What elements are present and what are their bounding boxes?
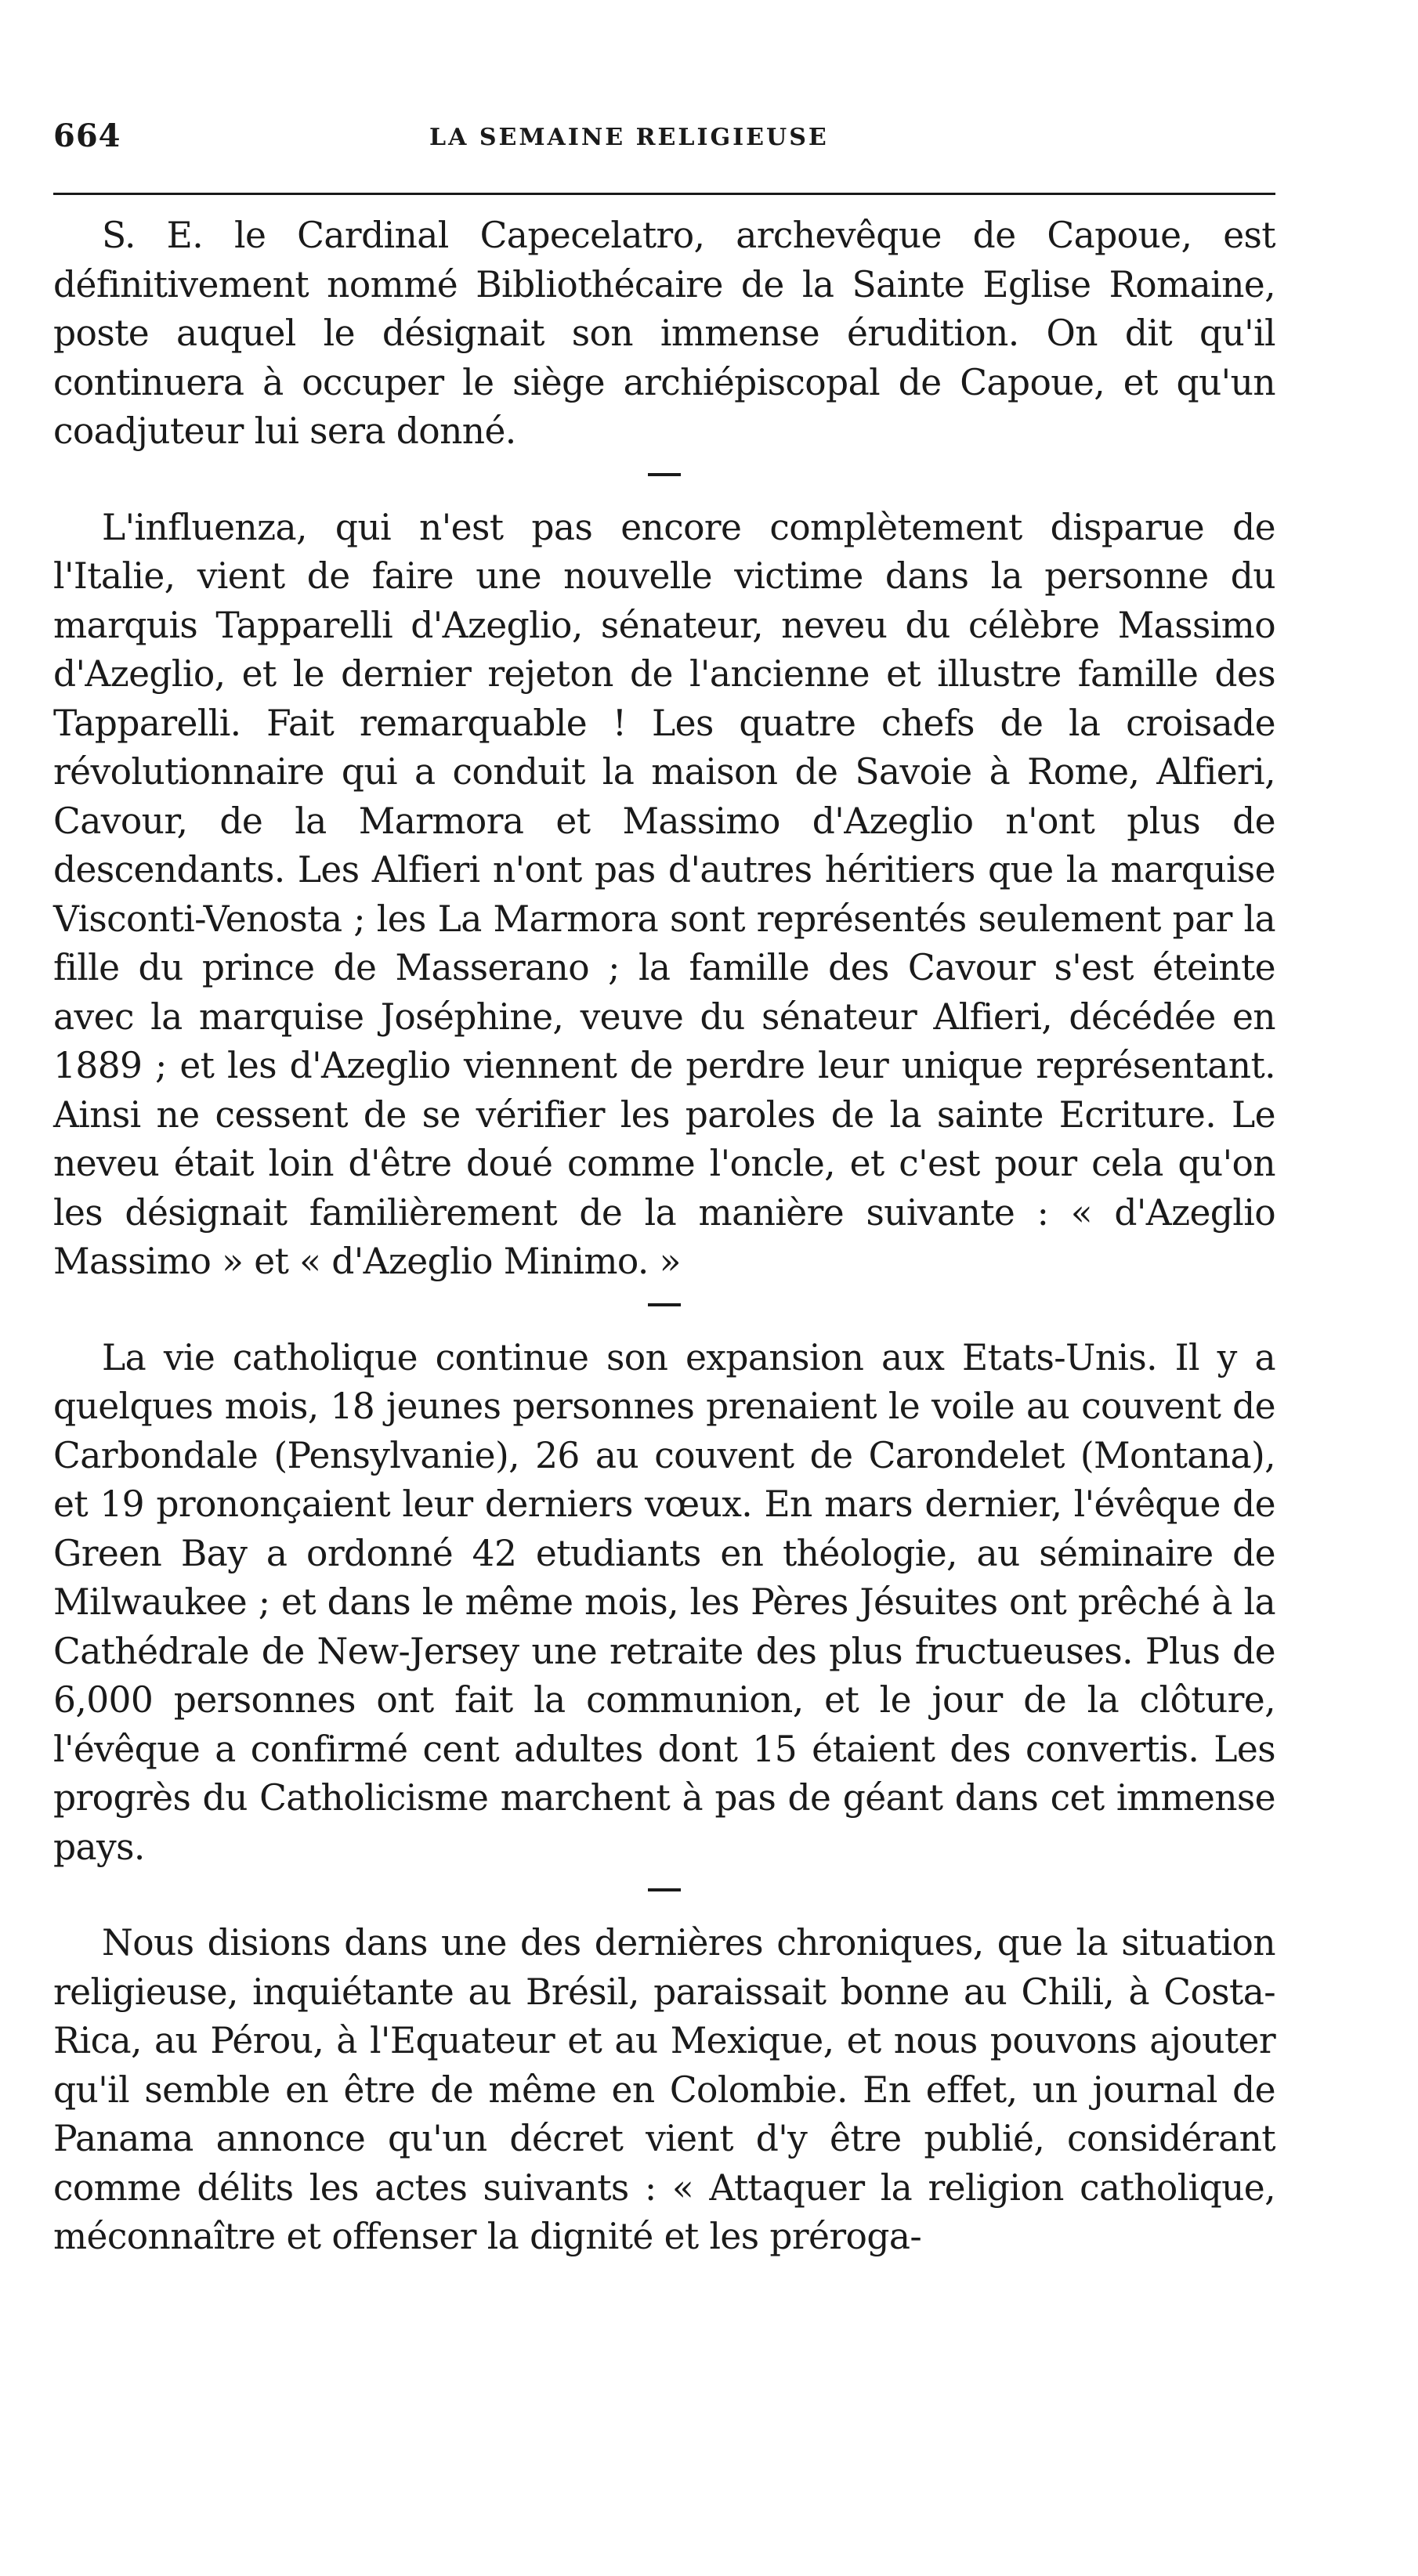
page-number: 664 — [53, 117, 121, 154]
paragraph-latin-america: Nous disions dans une des dernières chroniques, que la situation religieuse, inquiétante au Brésil, paraissait bonne au Chili, à Costa-Rica, au Pérou, à l'Equateur et au Mexique, et nous pouvons ajouter qu'il semble en être de même en Colombie. En effet, un journal de Panama annonce qu'un décret vient d'y être publié, considérant comme délits les actes suivants : « Attaquer la religion catholique, méconnaître et offenser la dignité et les préroga- — [53, 1922, 1275, 2257]
section-separator — [648, 1303, 681, 1306]
paragraph-catholic-life-usa: La vie catholique continue son expansion aux Etats-Unis. Il y a quelques mois, 18 jeunes personnes prenaient le voile au couvent de Carbondale (Pensylvanie), 26 au couvent de Carondelet (Montana), et 19 prononçaient leur derniers vœux. En mars dernier, l'évêque de Green Bay a ordonné 42 etudiants en théologie, au séminaire de Milwaukee ; et dans le même mois, les Pères Jésuites ont prêché à la Cathédrale de New-Jersey une retraite des plus fructueuses. Plus de 6,000 personnes ont fait la communion, et le jour de la clôture, l'évêque a confirmé cent adultes dont 15 étaient des convertis. Les progrès du Catholicisme marchent à pas de géant dans cet immense pays. — [53, 1336, 1275, 1868]
page-header — [53, 117, 1275, 172]
book-page — [53, 117, 1275, 2257]
section-separator — [648, 473, 681, 476]
section-separator — [648, 1888, 681, 1891]
paragraph-cardinal-capecelatro: S. E. le Cardinal Capecelatro, archevêque de Capoue, est définitivement nommé Bibliothécaire de la Sainte Eglise Romaine, poste auquel le désignait son immense érudition. On dit qu'il continuera à occuper le siège archiépiscopal de Capoue, et qu'un coadjuteur lui sera donné. — [53, 215, 1275, 452]
paragraph-influenza-azeglio: L'influenza, qui n'est pas encore complètement disparue de l'Italie, vient de faire une nouvelle victime dans la personne du marquis Tapparelli d'Azeglio, sénateur, neveu du célèbre Massimo d'Azeglio, et le dernier rejeton de l'ancienne et illustre famille des Tapparelli. Fait remarquable ! Les quatre chefs de la croisade révolutionnaire qui a conduit la maison de Savoie à Rome, Alfieri, Cavour, de la Marmora et Massimo d'Azeglio n'ont plus de descendants. Les Alfieri n'ont pas d'autres héritiers que la marquise Visconti-Venosta ; les La Marmora sont représentés seulement par la fille du prince de Masserano ; la famille des Cavour s'est éteinte avec la marquise Joséphine, veuve du sénateur Alfieri, décédée en 1889 ; et les d'Azeglio viennent de perdre leur unique représentant. Ainsi ne cessent de se vérifier les paroles de la sainte Ecriture. Le neveu était loin d'être doué comme l'oncle, et c'est pour cela qu'on les désignait familièrement de la manière suivante : « d'Azeglio Massimo » et « d'Azeglio Minimo. » — [53, 506, 1275, 1282]
running-title: LA SEMAINE RELIGIEUSE — [429, 124, 829, 151]
article-body — [53, 211, 1275, 2262]
header-rule — [53, 193, 1275, 195]
